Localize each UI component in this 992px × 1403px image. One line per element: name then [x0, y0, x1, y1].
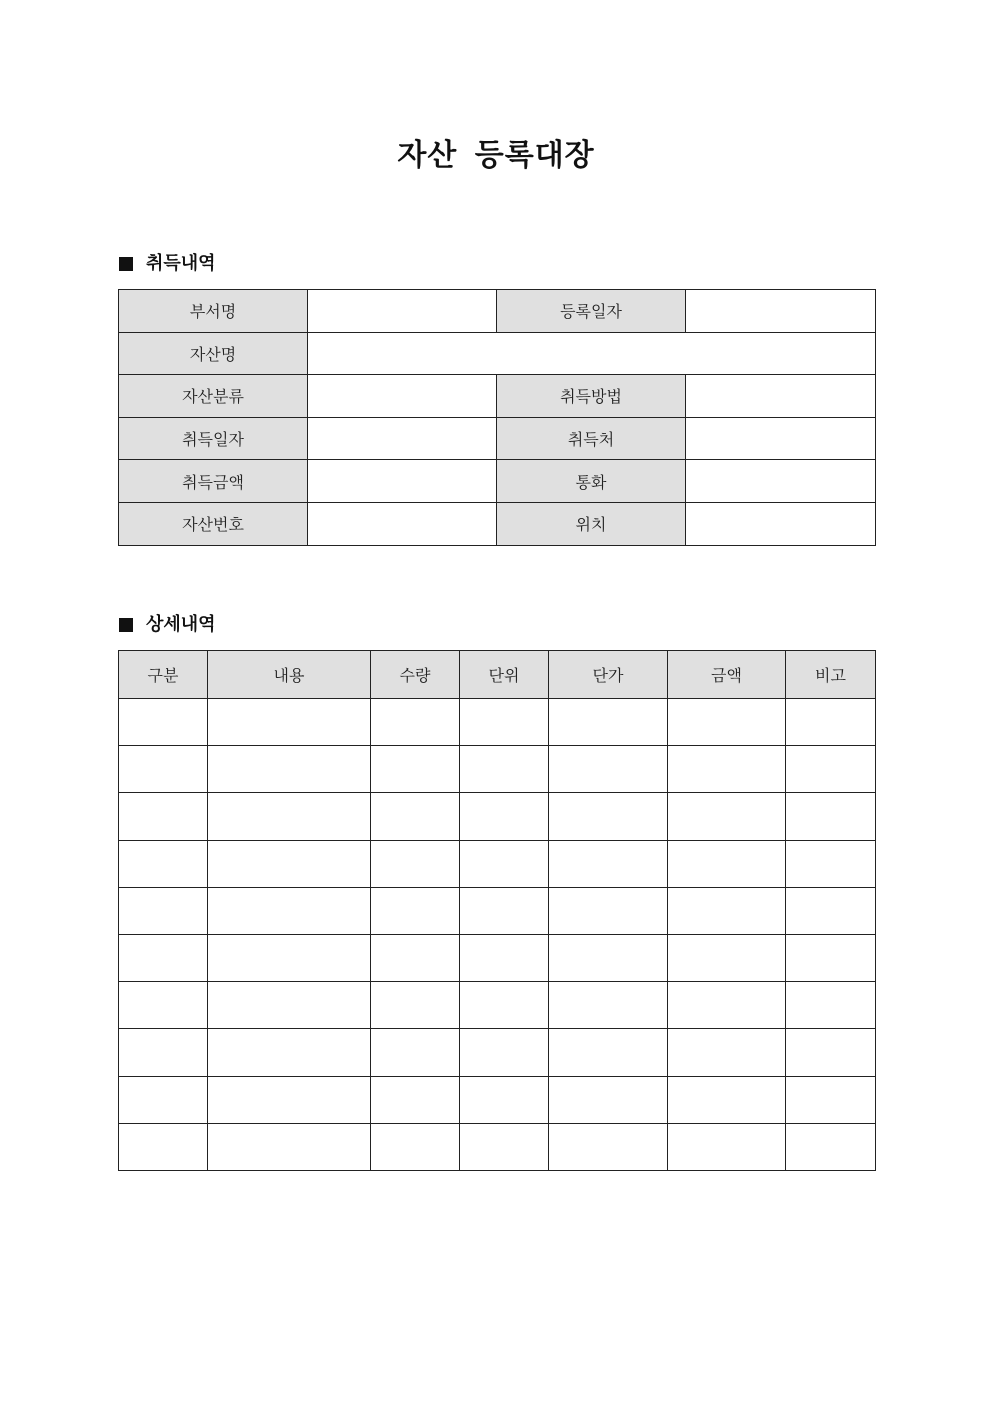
- currency-field[interactable]: [686, 460, 876, 503]
- table-row: [119, 1123, 876, 1170]
- detail-cell-category[interactable]: [119, 699, 208, 746]
- detail-cell-content[interactable]: [208, 1029, 371, 1076]
- table-header-row: [119, 651, 876, 699]
- page-title: 자산 등록대장: [397, 138, 595, 173]
- detail-cell-remarks[interactable]: [786, 1123, 876, 1170]
- detail-cell-category[interactable]: [119, 793, 208, 840]
- detail-cell-unit[interactable]: [460, 699, 549, 746]
- acquisition-method-field[interactable]: [686, 375, 876, 418]
- column-header-content: 내용: [208, 651, 371, 699]
- detail-cell-content[interactable]: [208, 1123, 371, 1170]
- acquisition-method-label: 취득방법: [497, 375, 686, 418]
- asset-number-label: 자산번호: [119, 502, 308, 545]
- detail-cell-unit[interactable]: [460, 793, 549, 840]
- detail-cell-amount[interactable]: [668, 934, 786, 981]
- detail-cell-unit-price[interactable]: [549, 793, 668, 840]
- table-row: [119, 417, 876, 460]
- detail-cell-unit[interactable]: [460, 1029, 549, 1076]
- detail-cell-content[interactable]: [208, 746, 371, 793]
- detail-cell-amount[interactable]: [668, 746, 786, 793]
- section-heading-label: 상세내역: [146, 614, 216, 635]
- location-field[interactable]: [686, 502, 876, 545]
- acquisition-table: [118, 289, 876, 546]
- asset-category-label: 자산분류: [119, 375, 308, 418]
- asset-number-field[interactable]: [308, 502, 497, 545]
- detail-cell-content[interactable]: [208, 934, 371, 981]
- detail-cell-amount[interactable]: [668, 1123, 786, 1170]
- detail-cell-unit-price[interactable]: [549, 982, 668, 1029]
- detail-cell-unit[interactable]: [460, 840, 549, 887]
- column-header-amount: 금액: [668, 651, 786, 699]
- detail-cell-amount[interactable]: [668, 887, 786, 934]
- detail-cell-unit-price[interactable]: [549, 1076, 668, 1123]
- detail-cell-unit[interactable]: [460, 934, 549, 981]
- square-bullet-icon: [119, 257, 133, 271]
- section-heading-label: 취득내역: [146, 253, 216, 274]
- column-header-category: 구분: [119, 651, 208, 699]
- detail-cell-category[interactable]: [119, 746, 208, 793]
- registration-date-field[interactable]: [686, 290, 876, 333]
- detail-cell-remarks[interactable]: [786, 982, 876, 1029]
- acquisition-source-label: 취득처: [497, 417, 686, 460]
- detail-cell-category[interactable]: [119, 934, 208, 981]
- table-row: [119, 793, 876, 840]
- table-row: [119, 934, 876, 981]
- table-row: [119, 1029, 876, 1076]
- currency-label: 통화: [497, 460, 686, 503]
- acquisition-date-field[interactable]: [308, 417, 497, 460]
- detail-cell-unit[interactable]: [460, 1076, 549, 1123]
- detail-cell-quantity[interactable]: [371, 887, 460, 934]
- detail-cell-quantity[interactable]: [371, 934, 460, 981]
- table-row: [119, 375, 876, 418]
- detail-cell-content[interactable]: [208, 840, 371, 887]
- column-header-quantity: 수량: [371, 651, 460, 699]
- detail-cell-unit-price[interactable]: [549, 1123, 668, 1170]
- table-row: [119, 290, 876, 333]
- detail-cell-content[interactable]: [208, 793, 371, 840]
- detail-cell-unit[interactable]: [460, 1123, 549, 1170]
- table-row: [119, 699, 876, 746]
- table-row: [119, 1076, 876, 1123]
- table-row: [119, 460, 876, 503]
- column-header-remarks: 비고: [786, 651, 876, 699]
- asset-name-field[interactable]: [308, 332, 876, 375]
- detail-cell-unit-price[interactable]: [549, 1029, 668, 1076]
- detail-cell-remarks[interactable]: [786, 699, 876, 746]
- detail-cell-content[interactable]: [208, 887, 371, 934]
- detail-cell-quantity[interactable]: [371, 982, 460, 1029]
- acquisition-amount-label: 취득금액: [119, 460, 308, 503]
- detail-cell-remarks[interactable]: [786, 1076, 876, 1123]
- column-header-unit-price: 단가: [549, 651, 668, 699]
- detail-cell-unit-price[interactable]: [549, 699, 668, 746]
- detail-cell-amount[interactable]: [668, 1076, 786, 1123]
- location-label: 위치: [497, 502, 686, 545]
- detail-cell-category[interactable]: [119, 982, 208, 1029]
- detail-cell-unit[interactable]: [460, 746, 549, 793]
- acquisition-date-label: 취득일자: [119, 417, 308, 460]
- table-row: [119, 887, 876, 934]
- detail-cell-quantity[interactable]: [371, 1123, 460, 1170]
- department-label: 부서명: [119, 290, 308, 333]
- detail-table-body: [119, 699, 876, 1171]
- detail-cell-category[interactable]: [119, 887, 208, 934]
- detail-cell-content[interactable]: [208, 699, 371, 746]
- detail-cell-category[interactable]: [119, 1123, 208, 1170]
- detail-cell-unit-price[interactable]: [549, 840, 668, 887]
- detail-cell-category[interactable]: [119, 1029, 208, 1076]
- detail-cell-remarks[interactable]: [786, 840, 876, 887]
- detail-cell-content[interactable]: [208, 1076, 371, 1123]
- detail-cell-unit[interactable]: [460, 887, 549, 934]
- detail-cell-remarks[interactable]: [786, 887, 876, 934]
- detail-table: [118, 650, 876, 1171]
- detail-cell-quantity[interactable]: [371, 746, 460, 793]
- detail-cell-quantity[interactable]: [371, 1076, 460, 1123]
- section-heading-detail: [119, 613, 216, 637]
- detail-cell-category[interactable]: [119, 840, 208, 887]
- detail-cell-quantity[interactable]: [371, 793, 460, 840]
- detail-cell-amount[interactable]: [668, 840, 786, 887]
- detail-cell-amount[interactable]: [668, 793, 786, 840]
- square-bullet-icon: [119, 618, 133, 632]
- detail-cell-amount[interactable]: [668, 1029, 786, 1076]
- detail-cell-remarks[interactable]: [786, 793, 876, 840]
- column-header-unit: 단위: [460, 651, 549, 699]
- department-field[interactable]: [308, 290, 497, 333]
- detail-cell-unit[interactable]: [460, 982, 549, 1029]
- detail-cell-unit-price[interactable]: [549, 746, 668, 793]
- asset-name-label: 자산명: [119, 332, 308, 375]
- table-row: [119, 840, 876, 887]
- section-heading-acquisition: [119, 252, 216, 276]
- detail-cell-amount[interactable]: [668, 699, 786, 746]
- detail-cell-category[interactable]: [119, 1076, 208, 1123]
- table-row: [119, 982, 876, 1029]
- detail-cell-amount[interactable]: [668, 982, 786, 1029]
- acquisition-source-field[interactable]: [686, 417, 876, 460]
- detail-cell-remarks[interactable]: [786, 934, 876, 981]
- registration-date-label: 등록일자: [497, 290, 686, 333]
- table-row: [119, 332, 876, 375]
- table-row: [119, 746, 876, 793]
- detail-cell-content[interactable]: [208, 982, 371, 1029]
- acquisition-amount-field[interactable]: [308, 460, 497, 503]
- asset-category-field[interactable]: [308, 375, 497, 418]
- table-row: [119, 502, 876, 545]
- detail-cell-quantity[interactable]: [371, 699, 460, 746]
- detail-cell-quantity[interactable]: [371, 840, 460, 887]
- detail-cell-remarks[interactable]: [786, 1029, 876, 1076]
- detail-cell-quantity[interactable]: [371, 1029, 460, 1076]
- detail-cell-unit-price[interactable]: [549, 887, 668, 934]
- detail-cell-unit-price[interactable]: [549, 934, 668, 981]
- detail-cell-remarks[interactable]: [786, 746, 876, 793]
